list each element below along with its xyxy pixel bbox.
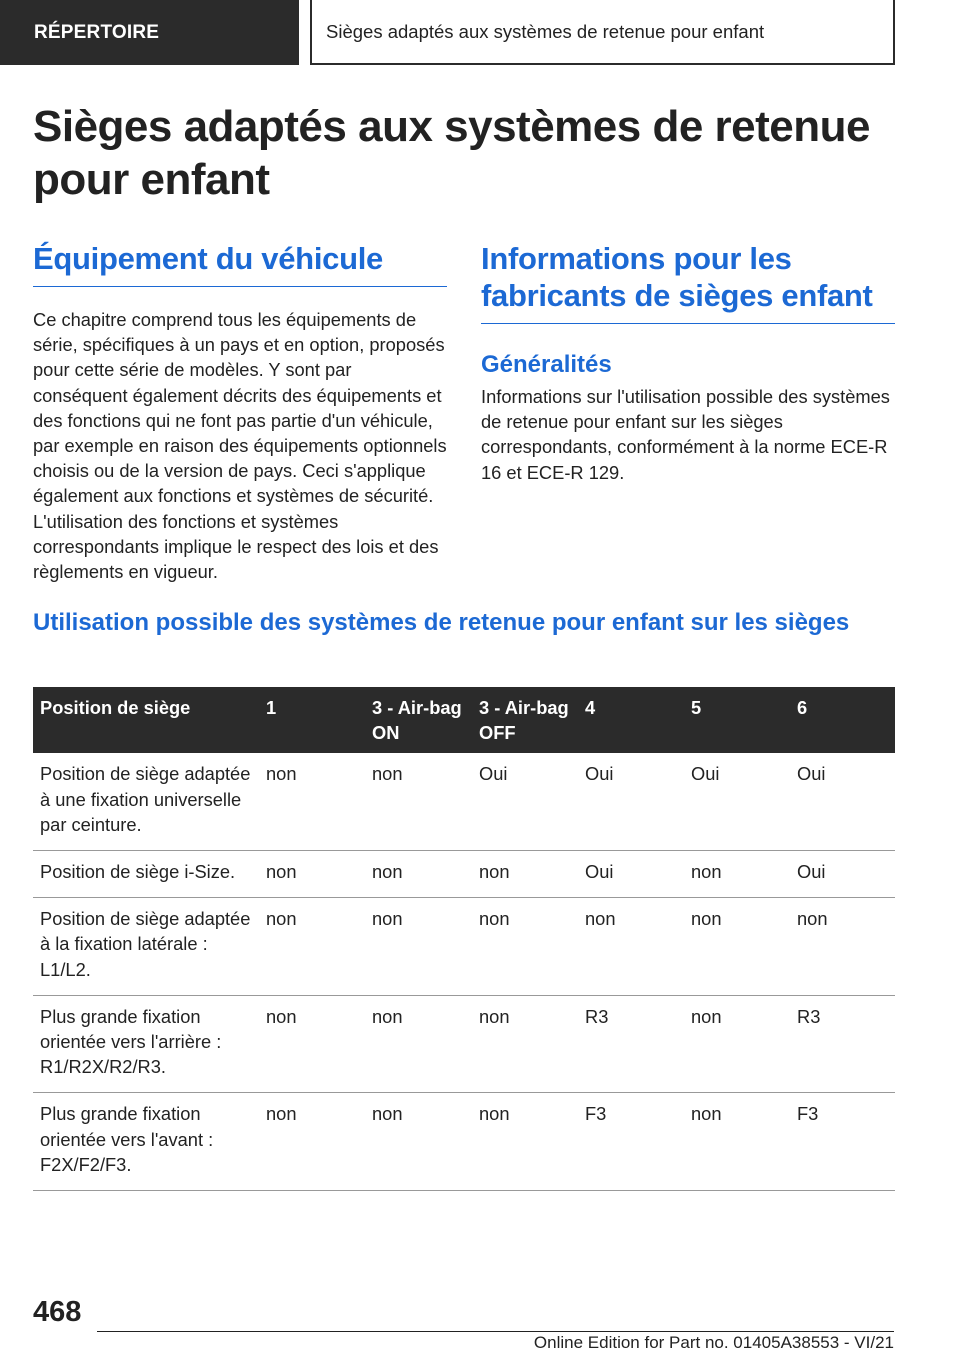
table-row	[33, 898, 895, 996]
table-title: Utilisation possible des systèmes de retenue pour enfant sur les sièges	[33, 609, 850, 636]
breadcrumb-label: Sièges adaptés aux systèmes de retenue pour enfant	[326, 20, 765, 42]
table-cell: Plus grande fixation orientée vers l'avant : F2X/F2/F3.	[33, 1093, 259, 1191]
table-cell: Position de siège adaptée à la fixation latérale : L1/L2.	[33, 898, 259, 996]
column-header: 6	[790, 687, 895, 753]
table-cell: Oui	[472, 753, 578, 850]
column-header: 3 - Air-bag ON	[365, 687, 472, 753]
table-cell: non	[259, 851, 365, 898]
table-cell: non	[472, 898, 578, 996]
column-header: 1	[259, 687, 365, 753]
table-cell: R3	[578, 995, 684, 1093]
table-cell: non	[684, 898, 790, 996]
page-title: Sièges adaptés aux systèmes de retenue pour enfant	[33, 102, 870, 204]
table-cell: non	[365, 1093, 472, 1191]
table-header-row	[33, 687, 895, 753]
table-cell: Oui	[790, 851, 895, 898]
table-cell: R3	[790, 995, 895, 1093]
table-cell: non	[365, 851, 472, 898]
table-cell: Plus grande fixation orientée vers l'arrière : R1/R2X/R2/R3.	[33, 995, 259, 1093]
table-cell: non	[259, 995, 365, 1093]
table-row	[33, 851, 895, 898]
section-tab[interactable]	[0, 0, 299, 65]
table-cell: Position de siège adaptée à une fixation universelle par ceinture.	[33, 753, 259, 850]
manufacturer-info-heading: Informations pour les fabricants de sièges enfant	[481, 240, 895, 324]
table-cell: non	[472, 995, 578, 1093]
general-subheading: Généralités	[481, 351, 612, 378]
table-cell: non	[365, 995, 472, 1093]
table-row	[33, 753, 895, 850]
table-cell: Oui	[578, 753, 684, 850]
table-cell: non	[259, 898, 365, 996]
table-cell: non	[259, 1093, 365, 1191]
section-label: RÉPERTOIRE	[34, 21, 160, 43]
manufacturer-info-section	[481, 240, 895, 485]
vehicle-equipment-heading: Équipement du véhicule	[33, 240, 447, 287]
column-header: Position de siège	[33, 687, 259, 753]
table-cell: non	[259, 753, 365, 850]
column-header: 3 - Air-bag OFF	[472, 687, 578, 753]
general-paragraph: Informations sur l'utilisation possible des systèmes de retenue pour enfant sur les sièges correspondants, conformément à la norme ECE-R 16 et ECE-R 129.	[481, 386, 890, 483]
table-cell: Position de siège i-Size.	[33, 851, 259, 898]
vehicle-equipment-paragraph: Ce chapitre comprend tous les équipements de série, spécifiques à un pays et en option, proposés pour cette série de modèles. Y sont par conséquent également décrits des équipements et des fonctions qui ne font pas partie d'un véhicule, par exemple en raison des équipements optionnels choisis ou de la version de pays. Ceci s'applique également aux fonctions et systèmes de sécurité. L'utilisation des fonctions et systèmes correspondants implique le respect des lois et des règlements en vigueur.	[33, 309, 447, 583]
table-cell: Oui	[578, 851, 684, 898]
table-row	[33, 1093, 895, 1191]
table-cell: non	[790, 898, 895, 996]
table-cell: Oui	[684, 753, 790, 850]
edition-note: Online Edition for Part no. 01405A38553 - VI/21	[533, 1333, 894, 1352]
table-cell: F3	[578, 1093, 684, 1191]
table-cell: non	[365, 753, 472, 850]
table-cell: non	[365, 898, 472, 996]
table-cell: non	[684, 1093, 790, 1191]
page-number: 468	[33, 1296, 82, 1328]
column-header: 5	[684, 687, 790, 753]
vehicle-equipment-section	[33, 240, 447, 584]
column-header: 4	[578, 687, 684, 753]
table-cell: non	[684, 995, 790, 1093]
table-cell: non	[472, 851, 578, 898]
table-cell: F3	[790, 1093, 895, 1191]
table-cell: non	[578, 898, 684, 996]
table-cell: non	[684, 851, 790, 898]
breadcrumb	[310, 0, 895, 65]
footer-divider	[97, 1331, 894, 1332]
seat-compatibility-table	[33, 687, 895, 1191]
table-cell: Oui	[790, 753, 895, 850]
table-row	[33, 995, 895, 1093]
table-cell: non	[472, 1093, 578, 1191]
